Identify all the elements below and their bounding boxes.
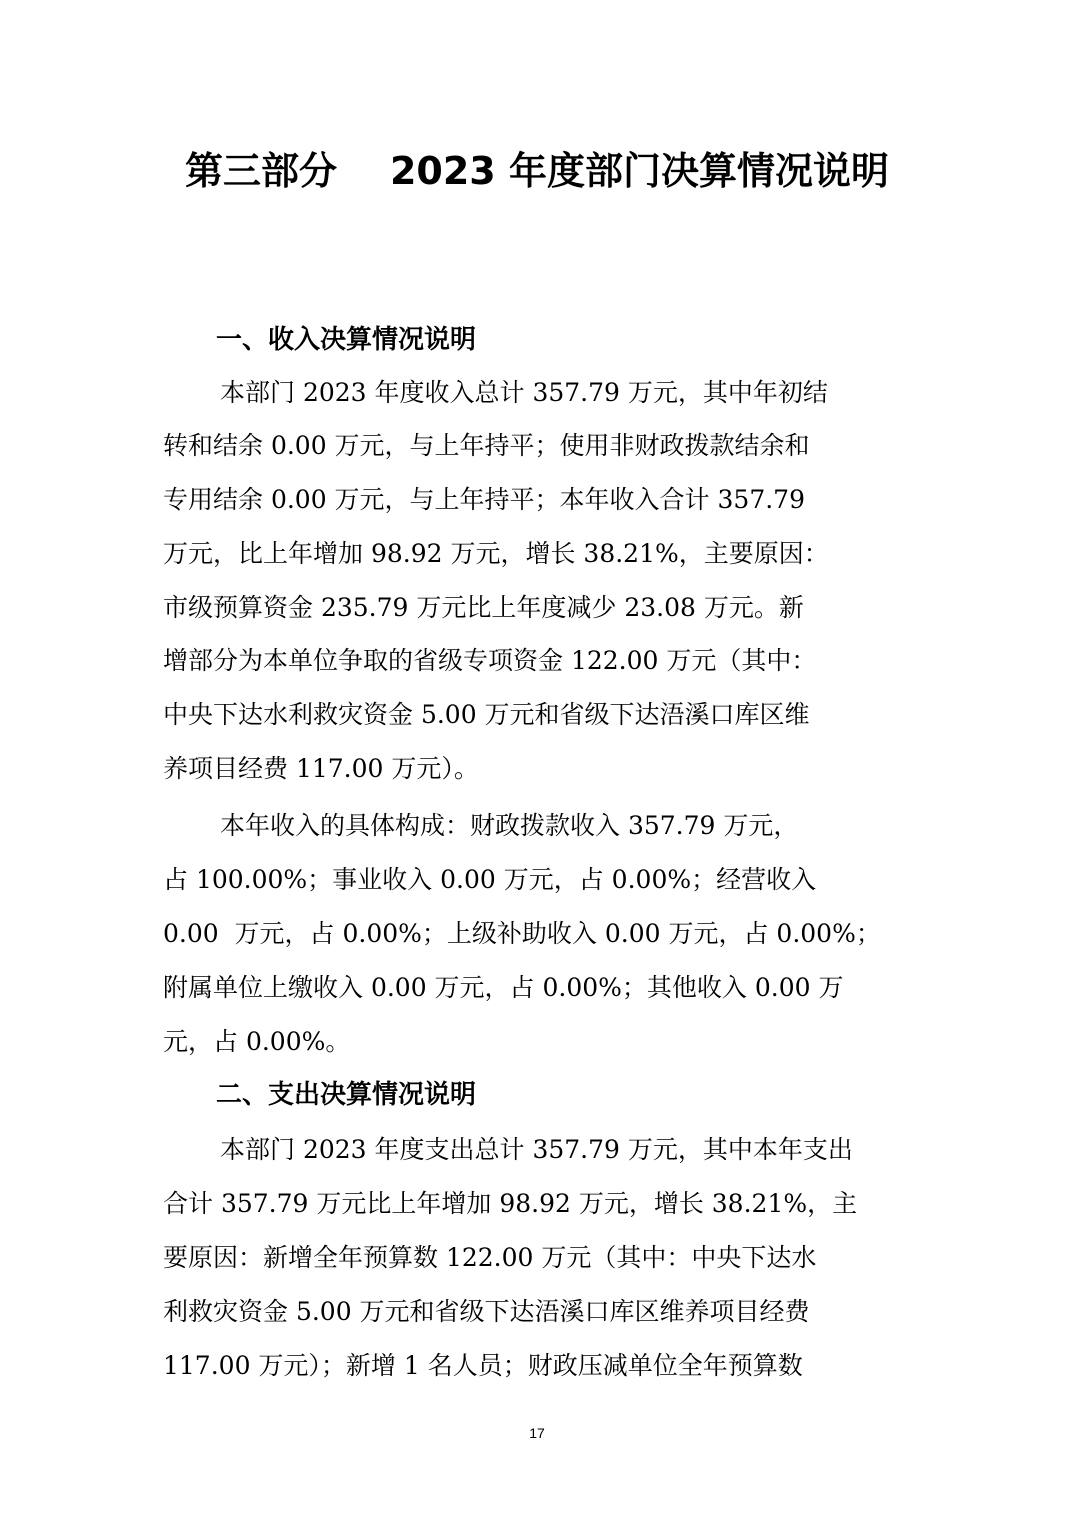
paragraph-line: 元，占 0.00%。 xyxy=(163,1027,351,1056)
paragraph-line: 占 100.00%；事业收入 0.00 万元，占 0.00%；经营收入 xyxy=(163,865,817,894)
paragraph-line: 117.00 万元）；新增 1 名人员；财政压减单位全年预算数 xyxy=(163,1351,803,1380)
paragraph-line: 本部门 2023 年度支出总计 357.79 万元，其中本年支出 xyxy=(220,1135,853,1164)
paragraph-line: 市级预算资金 235.79 万元比上年度减少 23.08 万元。新 xyxy=(163,593,804,622)
paragraph-line: 附属单位上缴收入 0.00 万元，占 0.00%；其他收入 0.00 万 xyxy=(163,973,844,1002)
paragraph-line: 合计 357.79 万元比上年增加 98.92 万元，增长 38.21%，主 xyxy=(163,1189,858,1218)
paragraph-line: 要原因：新增全年预算数 122.00 万元（其中：中央下达水 xyxy=(163,1243,817,1272)
paragraph-line: 万元，比上年增加 98.92 万元，增长 38.21%，主要原因： xyxy=(163,539,829,568)
paragraph-line: 0.00 万元，占 0.00%；上级补助收入 0.00 万元，占 0.00%； xyxy=(163,919,881,948)
paragraph-line: 增部分为本单位争取的省级专项资金 122.00 万元（其中： xyxy=(163,646,817,675)
section-heading-income: 一、收入决算情况说明 xyxy=(216,325,477,355)
paragraph-line: 利救灾资金 5.00 万元和省级下达浯溪口库区维养项目经费 xyxy=(163,1297,810,1326)
paragraph-line: 本年收入的具体构成：财政拨款收入 357.79 万元， xyxy=(220,811,799,840)
page-title: 第三部分 2023 年度部门决算情况说明 xyxy=(185,149,889,193)
page-number: 17 xyxy=(529,1425,545,1441)
section-heading-expenditure: 二、支出决算情况说明 xyxy=(216,1080,477,1110)
paragraph-line: 养项目经费 117.00 万元）。 xyxy=(163,754,479,783)
paragraph-line: 转和结余 0.00 万元，与上年持平；使用非财政拨款结余和 xyxy=(163,431,810,460)
paragraph-line: 专用结余 0.00 万元，与上年持平；本年收入合计 357.79 xyxy=(163,485,805,514)
paragraph-line: 中央下达水利救灾资金 5.00 万元和省级下达浯溪口库区维 xyxy=(163,700,810,729)
paragraph-line: 本部门 2023 年度收入总计 357.79 万元，其中年初结 xyxy=(220,378,828,407)
